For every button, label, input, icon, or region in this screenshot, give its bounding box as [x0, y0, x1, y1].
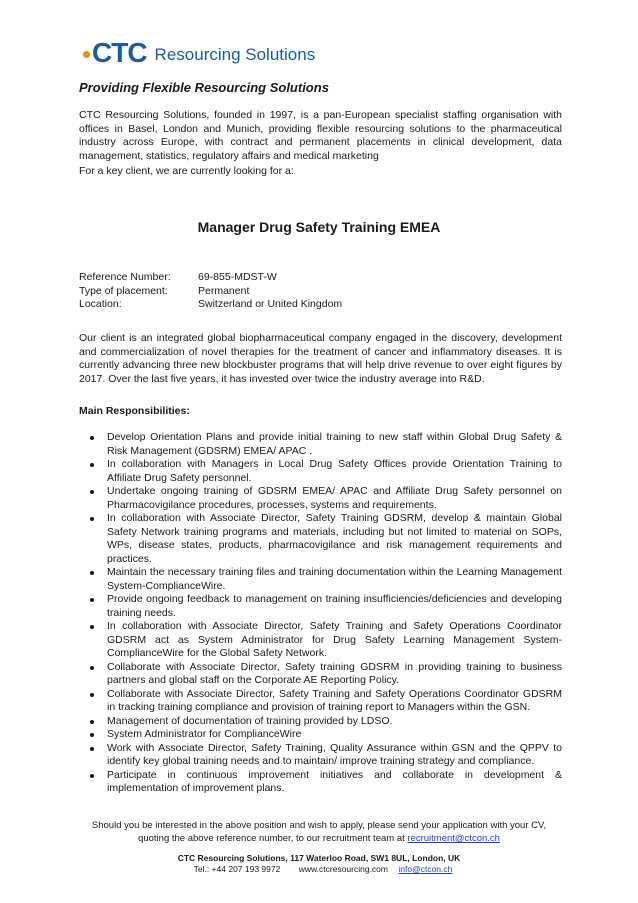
list-item: [90, 688, 562, 715]
list-item-text: Undertake ongoing training of GDSRM EMEA/ APAC and Affiliate Drug Safety personnel on Pharmacovigilance procedures, processes, systems and requirements.: [107, 485, 562, 511]
bullet-icon: [90, 693, 94, 697]
footer-website: www.ctcresourcing.com: [298, 864, 388, 874]
detail-label: Type of placement:: [79, 284, 168, 297]
list-item: [90, 485, 562, 512]
list-item-text: Work with Associate Director, Safety Training, Quality Assurance within GSN and the QPPV to identify key global training needs and to maintain/ improve training strategy and compliance.: [107, 741, 562, 767]
logo-subtitle: Resourcing Solutions: [154, 45, 316, 64]
footer-email-link[interactable]: info@ctcon.ch: [398, 864, 453, 874]
footer-address: CTC Resourcing Solutions, 117 Waterloo Road, SW1 8UL, London, UK: [177, 853, 461, 863]
bullet-icon: [90, 490, 94, 494]
bullet-icon: [90, 666, 94, 670]
detail-row: [79, 285, 342, 299]
detail-value: Permanent: [198, 284, 250, 297]
list-item: [90, 742, 562, 769]
footer-phone: Tel.: +44 207 193 9972: [193, 864, 281, 874]
footer-contact: [79, 864, 559, 875]
bullet-icon: [90, 517, 94, 521]
bullet-icon: [90, 571, 94, 575]
bullet-icon: [90, 774, 94, 778]
job-title: Manager Drug Safety Training EMEA: [197, 219, 441, 235]
list-item: [90, 661, 562, 688]
list-item: [90, 728, 562, 742]
company-logo: [83, 38, 315, 68]
list-item: [90, 566, 562, 593]
job-details: [79, 271, 342, 312]
responsibilities-heading: Main Responsibilities:: [79, 405, 190, 417]
logo-wordmark: CTC: [92, 37, 147, 68]
list-item-text: In collaboration with Associate Director, Safety Training and Safety Operations Coordinator GDSRM act as System Administrator for Drug Safety Learning Management System-ComplianceWire for the Global Safety Network.: [107, 620, 562, 659]
bullet-icon: [90, 733, 94, 737]
list-item-text: System Administrator for ComplianceWire: [107, 728, 302, 740]
list-item-text: Develop Orientation Plans and provide initial training to new staff within Global Drug Safety & Risk Management (GDSRM) EMEA/ APAC .: [107, 431, 562, 457]
responsibilities-list: [90, 431, 562, 796]
list-item: [90, 512, 562, 566]
bullet-icon: [90, 747, 94, 751]
tagline: Providing Flexible Resourcing Solutions: [79, 80, 329, 95]
detail-row: [79, 298, 342, 312]
detail-value: 69-855-MDST-W: [198, 271, 277, 283]
bullet-icon: [90, 598, 94, 602]
bullet-icon: [90, 436, 94, 440]
logo-dot-icon: [83, 51, 90, 58]
list-item: [90, 458, 562, 485]
list-item-text: Management of documentation of training provided by LDSO.: [107, 714, 393, 727]
list-item-text: In collaboration with Managers in Local Drug Safety Offices provide Orientation Training to Affiliate Drug Safety personnel.: [107, 458, 562, 484]
detail-row: [79, 271, 342, 285]
list-item-text: In collaboration with Associate Director, Safety Training GDSRM, develop & maintain Global Safety Network training programs and materials, including but not limited to material on SOPs, WPs, disease states, products, pharmacovigilance and risk management requirements and practices.: [107, 512, 562, 565]
company-intro: CTC Resourcing Solutions, founded in 1997, is a pan-European specialist staffing organisation with offices in Basel, London and Munich, providing flexible resourcing solutions to the pharmaceutical industry across Europe, with contract and permanent placements in clinical development, data management, statistics, regulatory affairs and medical marketing: [79, 109, 562, 162]
list-item-text: Collaborate with Associate Director, Safety training GDSRM in providing training to business partners and global staff on the Corporate AE Reporting Policy.: [107, 660, 562, 686]
list-item: [90, 620, 562, 661]
application-instructions: [79, 819, 559, 845]
list-item: [90, 431, 562, 458]
list-item-text: Participate in continuous improvement initiatives and collaborate in development & implementation of improvement plans.: [107, 768, 562, 794]
bullet-icon: [90, 720, 94, 724]
list-item: [90, 769, 562, 796]
list-item-text: Provide ongoing feedback to management on training insufficiencies/deficiencies and developing training needs.: [107, 593, 562, 619]
list-item-text: Collaborate with Associate Director, Safety Training and Safety Operations Coordinator GDSRM in tracking training compliance and provision of training report to Managers within the GSN.: [107, 687, 562, 713]
detail-value: Switzerland or United Kingdom: [198, 298, 343, 310]
bullet-icon: [90, 463, 94, 467]
list-item-text: Maintain the necessary training files and training documentation within the Learning Management System-ComplianceWire.: [107, 566, 562, 592]
list-item: [90, 593, 562, 620]
lead-in-text: For a key client, we are currently looking for a:: [79, 165, 294, 177]
client-description: Our client is an integrated global biopharmaceutical company engaged in the discovery, development and commercialization of novel therapies for the treatment of cancer and inflammatory diseases. It is currently advancing three new blockbuster programs that will help drive revenue to over eight figures by 2017. Over the last five years, it has invested over twice the industry average into R&D.: [79, 332, 562, 385]
bullet-icon: [90, 625, 94, 629]
footer: [79, 853, 559, 875]
detail-label: Location:: [79, 298, 122, 310]
recruitment-email-link[interactable]: recruitment@ctcon.ch: [407, 833, 500, 844]
apply-text: Should you be interested in the above position and wish to apply, please send your application with your CV, quoting the above reference number, to our recruitment team at: [91, 820, 547, 844]
list-item: [90, 715, 562, 729]
detail-label: Reference Number:: [79, 271, 171, 283]
